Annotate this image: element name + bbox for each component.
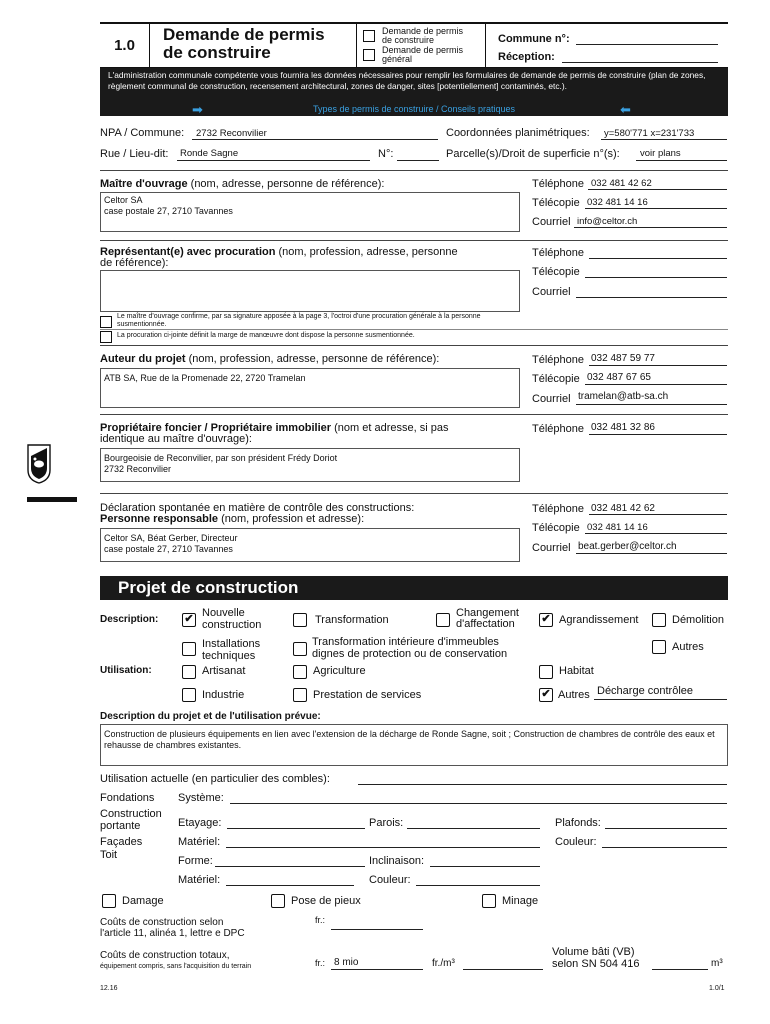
couleur2-field[interactable] (416, 885, 540, 886)
minage-label: Minage (502, 895, 539, 907)
auteur-heading: Auteur du projet (nom, profession, adresse, personne de référence): (100, 353, 440, 365)
declaration-mail-label: Courriel (532, 542, 571, 554)
parois-field[interactable] (407, 828, 540, 829)
declaration-tel[interactable]: 032 481 42 62 (591, 503, 655, 514)
damage-label: Damage (122, 895, 164, 907)
representant-address-box[interactable] (100, 270, 520, 312)
maitre-fax-label: Télécopie (532, 197, 580, 209)
industrie-label: Industrie (202, 689, 245, 701)
habitat-checkbox[interactable] (539, 665, 553, 679)
form-number: 1.0 (100, 22, 150, 68)
materiel2-label: Matériel: (178, 874, 221, 886)
transformation-interieure-checkbox[interactable] (293, 642, 307, 656)
systeme-field[interactable] (230, 803, 727, 804)
representant-tel-label: Téléphone (532, 247, 584, 259)
util-actuelle-field[interactable] (358, 784, 727, 785)
autres-utilisation-value[interactable]: Décharge contrôlee (597, 685, 694, 697)
description-label: Description: (100, 614, 159, 625)
autres-description-checkbox[interactable] (652, 640, 666, 654)
side-rule (27, 497, 77, 502)
maitre-fax[interactable]: 032 481 14 16 (587, 197, 648, 208)
transformation-label: Transformation (315, 614, 389, 626)
inclinaison-field[interactable] (430, 866, 540, 867)
footer-page: 1.0/1 (709, 985, 725, 992)
agrandissement-checkbox[interactable]: ✔ (539, 613, 553, 627)
arrow-right-icon: ➡ (192, 101, 203, 117)
opt-permis-construire-label: Demande de permis de construire (382, 26, 464, 45)
prestation-label: Prestation de services (313, 689, 422, 701)
agriculture-label: Agriculture (313, 665, 366, 677)
demolition-checkbox[interactable] (652, 613, 666, 627)
plafonds-field[interactable] (605, 828, 727, 829)
npa-label: NPA / Commune: (100, 127, 185, 139)
form-title: Demande de permis de construire (163, 25, 325, 62)
plafonds-label: Plafonds: (555, 817, 601, 829)
representant-fax-field[interactable] (585, 277, 727, 278)
representant-fax-label: Télécopie (532, 266, 580, 278)
artisanat-label: Artisanat (202, 665, 246, 677)
reception-label: Réception: (498, 51, 555, 63)
inclinaison-label: Inclinaison: (369, 855, 425, 867)
reception-field[interactable] (562, 62, 718, 63)
pose-pieux-checkbox[interactable] (271, 894, 285, 908)
frm3-field[interactable] (463, 969, 543, 970)
util-actuelle-label: Utilisation actuelle (en particulier des combles): (100, 773, 330, 785)
couts1-label: Coûts de construction selon l'article 11, alinéa 1, lettre e DPC (100, 917, 245, 939)
footer-date: 12.16 (100, 985, 118, 992)
parcelle-field[interactable] (636, 160, 727, 161)
minage-checkbox[interactable] (482, 894, 496, 908)
arrow-left-icon: ⬅ (620, 101, 631, 117)
auteur-mail-label: Courriel (532, 393, 571, 405)
info-banner: L'administration communale compétente vous fournira les données nécessaires pour remplir les formulaires de demande de permis de construire (plan de zones, règlement communal de construction, recensement architectural, zones de danger, sites [potentiellement] contaminés, etc.). (100, 68, 728, 116)
prestation-checkbox[interactable] (293, 688, 307, 702)
couts2-fr-label: fr.: (315, 958, 326, 968)
autres-utilisation-checkbox[interactable]: ✔ (539, 688, 553, 702)
procuration-generale-label: Le maître d'ouvrage confirme, par sa signature apposée à la page 3, l'octroi d'une procuration générale à la personne susmentionnée. (117, 313, 481, 328)
couts2-value[interactable]: 8 mio (334, 957, 359, 968)
declaration-fax[interactable]: 032 481 14 16 (587, 522, 648, 533)
rue-field[interactable] (177, 160, 370, 161)
desc-text-box[interactable]: Construction de plusieurs équipements en lien avec l'extension de la décharge de Ronde Sagne, soit ; Construction de chambres de contrôle des eaux et rehausse de chambres existantes. (100, 724, 728, 766)
couts1-fr-label: fr.: (315, 915, 326, 925)
materiel2-field[interactable] (226, 885, 354, 886)
materiel-field[interactable] (226, 847, 540, 848)
etayage-field[interactable] (227, 828, 365, 829)
representant-tel-field[interactable] (589, 258, 727, 259)
npa-value: 2732 Reconvilier (196, 128, 267, 139)
proprietaire-address-box[interactable]: Bourgeoisie de Reconvilier, par son président Frédy Doriot 2732 Reconvilier (100, 448, 520, 482)
procuration-jointe-label: La procuration ci-jointe définit la marge de manœuvre dont dispose la personne susmentionnée. (117, 332, 415, 339)
procuration-jointe-checkbox[interactable] (100, 331, 112, 343)
rue-value: Ronde Sagne (180, 148, 239, 159)
etayage-label: Etayage: (178, 817, 222, 829)
auteur-fax-label: Télécopie (532, 373, 580, 385)
opt-permis-general-label: Demande de permis général (382, 45, 464, 64)
volume-label: Volume bâti (VB) selon SN 504 416 (552, 946, 640, 970)
proprietaire-tel[interactable]: 032 481 32 86 (591, 422, 655, 433)
projet-heading: Projet de construction (100, 576, 728, 600)
autres-utilisation-label: Autres (558, 689, 590, 701)
maitre-mail-label: Courriel (532, 216, 571, 228)
industrie-checkbox[interactable] (182, 688, 196, 702)
declaration-address-box[interactable]: Celtor SA, Béat Gerber, Directeur case postale 27, 2710 Tavannes (100, 528, 520, 562)
systeme-label: Système: (178, 792, 224, 804)
pose-pieux-label: Pose de pieux (291, 895, 361, 907)
opt-permis-construire-checkbox[interactable] (363, 30, 375, 42)
toit-label: Toit (100, 849, 118, 861)
couleur-field[interactable] (602, 847, 727, 848)
volume-field[interactable] (652, 969, 708, 970)
desc-title: Description du projet et de l'utilisation prévue: (100, 711, 321, 722)
no-field[interactable] (397, 160, 439, 161)
damage-checkbox[interactable] (102, 894, 116, 908)
maitre-address-box[interactable]: Celtor SA case postale 27, 2710 Tavannes (100, 192, 520, 232)
forme-field[interactable] (215, 866, 365, 867)
agrandissement-label: Agrandissement (559, 614, 639, 626)
couts1-field[interactable] (331, 929, 423, 930)
habitat-label: Habitat (559, 665, 594, 677)
nouvelle-construction-label: Nouvelle construction (202, 607, 262, 631)
demolition-label: Démolition (672, 614, 724, 626)
procuration-generale-checkbox[interactable] (100, 316, 112, 328)
proprietaire-tel-label: Téléphone (532, 423, 584, 435)
forme-label: Forme: (178, 855, 213, 867)
coord-field[interactable] (601, 139, 727, 140)
types-permis-link[interactable]: Types de permis de construire / Conseils pratiques (312, 104, 516, 114)
installations-techniques-label: Installations techniques (202, 638, 261, 662)
facades-label: Façades (100, 836, 143, 848)
couleur-label: Couleur: (555, 836, 597, 848)
transformation-checkbox[interactable] (293, 613, 307, 627)
utilisation-label: Utilisation: (100, 665, 152, 676)
artisanat-checkbox[interactable] (182, 665, 196, 679)
representant-mail-label: Courriel (532, 286, 571, 298)
declaration-fax-label: Télécopie (532, 522, 580, 534)
maitre-tel-label: Téléphone (532, 178, 584, 190)
declaration-heading: Déclaration spontanée en matière de contrôle des constructions: Personne responsable (nom, profession et adresse): (100, 502, 415, 525)
parois-label: Parois: (369, 817, 404, 829)
construction-portante-label: Construction portante (100, 808, 162, 832)
couts2-label: Coûts de construction totaux, équipement compris, sans l'acquisition du terrain (100, 950, 252, 970)
auteur-tel[interactable]: 032 487 59 77 (591, 353, 655, 364)
m3-label: m³ (711, 958, 723, 969)
couleur2-label: Couleur: (369, 874, 411, 886)
maitre-mail[interactable]: info@celtor.ch (577, 216, 638, 227)
nouvelle-construction-checkbox[interactable]: ✔ (182, 613, 196, 627)
npa-field[interactable] (192, 139, 438, 140)
materiel-label: Matériel: (178, 836, 221, 848)
declaration-tel-label: Téléphone (532, 503, 584, 515)
opt-permis-general-checkbox[interactable] (363, 49, 375, 61)
rue-label: Rue / Lieu-dit: (100, 148, 169, 160)
frm3-label: fr./m³ (432, 958, 455, 969)
auteur-fax[interactable]: 032 487 67 65 (587, 372, 651, 383)
autres-description-label: Autres (672, 641, 704, 653)
coord-value: y=580'771 x=231'733 (604, 128, 695, 139)
installations-techniques-checkbox[interactable] (182, 642, 196, 656)
maitre-tel[interactable]: 032 481 42 62 (591, 178, 652, 189)
auteur-address-box[interactable]: ATB SA, Rue de la Promenade 22, 2720 Tramelan (100, 368, 520, 408)
representant-mail-field[interactable] (576, 297, 727, 298)
bern-coat-of-arms-logo (27, 444, 51, 484)
coord-label: Coordonnées planimétriques: (446, 127, 590, 139)
changement-affectation-label: Changement d'affectation (456, 607, 519, 630)
commune-field[interactable] (576, 44, 718, 45)
fondations-label: Fondations (100, 792, 155, 804)
auteur-mail[interactable]: tramelan@atb-sa.ch (578, 391, 669, 402)
declaration-mail[interactable]: beat.gerber@celtor.ch (578, 541, 677, 552)
auteur-tel-label: Téléphone (532, 354, 584, 366)
commune-label: Commune n°: (498, 33, 570, 45)
parcelle-label: Parcelle(s)/Droit de superficie n°(s): (446, 148, 620, 160)
proprietaire-heading: Propriétaire foncier / Propriétaire immobilier (nom et adresse, si pas identique au maître d'ouvrage): (100, 422, 449, 445)
changement-affectation-checkbox[interactable] (436, 613, 450, 627)
maitre-heading: Maître d'ouvrage (nom, adresse, personne de référence): (100, 178, 385, 190)
agriculture-checkbox[interactable] (293, 665, 307, 679)
transformation-interieure-label: Transformation intérieure d'immeubles dignes de protection ou de conservation (312, 636, 508, 660)
no-label: N°: (378, 148, 394, 160)
representant-heading: Représentant(e) avec procuration (nom, profession, adresse, personne de référence): (100, 246, 458, 269)
parcelle-value: voir plans (640, 148, 681, 159)
